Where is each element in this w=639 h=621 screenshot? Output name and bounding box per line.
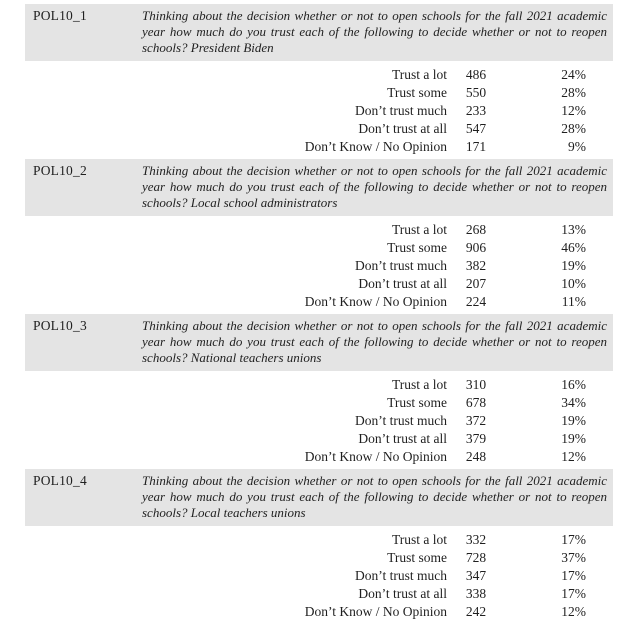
question-id: POL10_4	[33, 473, 87, 488]
question-id: POL10_2	[33, 163, 87, 178]
answer-row	[25, 376, 613, 394]
question-text: Thinking about the decision whether or not to open schools for the fall 2021 academic year how much do you trust each of the following to decide whether or not to reopen schools? National teachers unions	[142, 318, 607, 365]
answer-row	[25, 394, 613, 412]
answer-row	[25, 275, 613, 293]
answer-count: 233	[465, 103, 487, 118]
answer-label: Don’t trust at all	[358, 431, 447, 446]
answer-count: 347	[465, 568, 487, 583]
answer-label: Don’t trust at all	[358, 586, 447, 601]
answer-row	[25, 120, 613, 138]
answer-percent: 13%	[561, 222, 586, 237]
answer-percent: 19%	[561, 413, 586, 428]
answer-percent: 19%	[561, 258, 586, 273]
answer-percent: 11%	[561, 294, 586, 309]
question-block-pol10-2	[25, 159, 613, 311]
answer-row	[25, 531, 613, 549]
answer-count: 728	[465, 550, 487, 565]
answer-count: 906	[465, 240, 487, 255]
answer-row	[25, 448, 613, 466]
question-block-pol10-4	[25, 469, 613, 621]
answer-row	[25, 585, 613, 603]
answer-row	[25, 221, 613, 239]
answer-label: Trust some	[387, 240, 447, 255]
answer-label: Don’t trust much	[355, 568, 447, 583]
answer-percent: 46%	[561, 240, 586, 255]
answer-percent: 17%	[561, 568, 586, 583]
question-header	[25, 159, 613, 216]
answer-label: Don’t trust much	[355, 258, 447, 273]
answer-count: 372	[465, 413, 487, 428]
answer-label: Trust some	[387, 395, 447, 410]
answer-percent: 19%	[561, 431, 586, 446]
answer-row	[25, 257, 613, 275]
answer-percent: 34%	[561, 395, 586, 410]
answer-label: Trust a lot	[391, 67, 447, 82]
answer-label: Don’t Know / No Opinion	[304, 294, 447, 309]
answer-percent: 37%	[561, 550, 586, 565]
answer-percent: 10%	[561, 276, 586, 291]
question-text: Thinking about the decision whether or not to open schools for the fall 2021 academic year how much do you trust each of the following to decide whether or not to reopen schools? Local school administrators	[142, 163, 607, 210]
answer-row	[25, 84, 613, 102]
question-block-pol10-3	[25, 314, 613, 466]
answer-rows	[25, 66, 613, 156]
answer-label: Trust some	[387, 550, 447, 565]
answer-count: 550	[465, 85, 487, 100]
answer-count: 224	[465, 294, 487, 309]
answer-label: Don’t trust much	[355, 103, 447, 118]
answer-percent: 16%	[561, 377, 586, 392]
answer-label: Trust a lot	[391, 222, 447, 237]
answer-label: Don’t trust much	[355, 413, 447, 428]
answer-count: 382	[465, 258, 487, 273]
answer-count: 207	[465, 276, 487, 291]
answer-label: Don’t Know / No Opinion	[304, 449, 447, 464]
answer-count: 379	[465, 431, 487, 446]
answer-percent: 24%	[561, 67, 586, 82]
answer-percent: 17%	[561, 586, 586, 601]
answer-percent: 12%	[561, 604, 586, 619]
answer-row	[25, 412, 613, 430]
answer-rows	[25, 376, 613, 466]
answer-count: 332	[465, 532, 487, 547]
answer-label: Don’t trust at all	[358, 276, 447, 291]
question-header	[25, 4, 613, 61]
answer-row	[25, 603, 613, 621]
answer-count: 338	[465, 586, 487, 601]
answer-label: Don’t Know / No Opinion	[304, 139, 447, 154]
answer-count: 242	[465, 604, 487, 619]
question-text: Thinking about the decision whether or not to open schools for the fall 2021 academic year how much do you trust each of the following to decide whether or not to reopen schools? President Biden	[142, 8, 607, 55]
answer-count: 486	[465, 67, 487, 82]
question-header	[25, 314, 613, 371]
answer-percent: 28%	[561, 85, 586, 100]
answer-count: 268	[465, 222, 487, 237]
answer-label: Trust a lot	[391, 532, 447, 547]
answer-rows	[25, 531, 613, 621]
answer-label: Don’t Know / No Opinion	[304, 604, 447, 619]
answer-row	[25, 239, 613, 257]
answer-percent: 12%	[561, 103, 586, 118]
answer-row	[25, 549, 613, 567]
answer-rows	[25, 221, 613, 311]
answer-label: Trust a lot	[391, 377, 447, 392]
question-id: POL10_3	[33, 318, 87, 333]
answer-row	[25, 293, 613, 311]
question-header	[25, 469, 613, 526]
answer-count: 547	[465, 121, 487, 136]
answer-row	[25, 138, 613, 156]
answer-percent: 17%	[561, 532, 586, 547]
question-id: POL10_1	[33, 8, 87, 23]
answer-label: Trust some	[387, 85, 447, 100]
answer-count: 248	[465, 449, 487, 464]
answer-count: 310	[465, 377, 487, 392]
answer-label: Don’t trust at all	[358, 121, 447, 136]
answer-count: 678	[465, 395, 487, 410]
answer-count: 171	[465, 139, 487, 154]
question-text: Thinking about the decision whether or not to open schools for the fall 2021 academic year how much do you trust each of the following to decide whether or not to reopen schools? Local teachers unions	[142, 473, 607, 520]
answer-row	[25, 430, 613, 448]
answer-percent: 12%	[561, 449, 586, 464]
answer-row	[25, 66, 613, 84]
answer-percent: 28%	[561, 121, 586, 136]
answer-row	[25, 567, 613, 585]
answer-percent: 9%	[568, 139, 586, 154]
answer-row	[25, 102, 613, 120]
question-block-pol10-1	[25, 4, 613, 156]
